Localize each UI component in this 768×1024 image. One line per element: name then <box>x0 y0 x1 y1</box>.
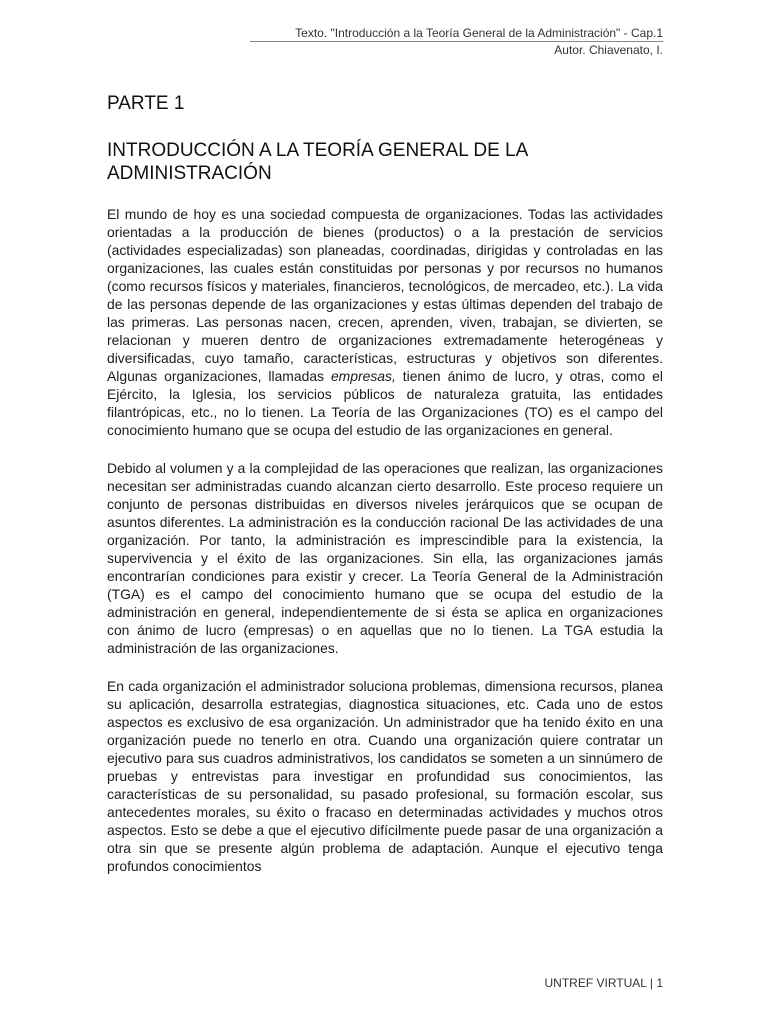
paragraph-1-text-start: El mundo de hoy es una sociedad compuesta de organizaciones. Todas las actividades orientadas a la producción de bienes (productos) o a la prestación de servicios (actividades especializadas) son planeadas, coordinadas, dirigidas y controladas en las organizaciones, las cuales están constituidas por personas y por recursos no humanos (como recursos físicos y materiales, financieros, tecnológicos, de mercadeo, etc.). La vida de las personas depende de las organizaciones y estas últimas dependen del trabajo de las primeras. Las personas nacen, crecen, aprenden, viven, trabajan, se divierten, se relacionan y mueren dentro de organizaciones extremadamente heterogéneas y diversificadas, cuyo tamaño, características, estructuras y objetivos son diferentes. Algunas organizaciones, llamadas <box>107 206 663 384</box>
paragraph-2: Debido al volumen y a la complejidad de las operaciones que realizan, las organizaciones necesitan ser administradas cuando alcanzan cierto desarrollo. Este proceso requiere un conjunto de personas distribuidas en diversos niveles jerárquicos que se ocupan de asuntos diferentes. La administración es la conducción racional De las actividades de una organización. Por tanto, la administración es imprescindible para la existencia, la supervivencia y el éxito de las organizaciones. Sin ella, las organizaciones jamás encontrarían condiciones para existir y crecer. La Teoría General de la Administración (TGA) es el campo del conocimiento humano que se ocupa del estudio de la administración en general, independientemente de si ésta se aplica en organizaciones con ánimo de lucro (empresas) o en aquellas que no lo tienen. La TGA estudia la administración de las organizaciones. <box>107 460 663 656</box>
running-header <box>250 26 663 57</box>
paragraph-3: En cada organización el administrador soluciona problemas, dimensiona recursos, planea su aplicación, desarrolla estrategias, diagnostica situaciones, etc. Cada uno de estos aspectos es exclusivo de esa organización. Un administrador que ha tenido éxito en una organización puede no tenerlo en otra. Cuando una organización quiere contratar un ejecutivo para sus cuadros administrativos, los candidatos se someten a un sinnúmero de pruebas y entrevistas para investigar en profundidad sus conocimientos, las características de su personalidad, su pasado profesional, su formación escolar, sus antecedentes morales, su éxito o fracaso en determinadas actividades y muchos otros aspectos. Esto se debe a que el ejecutivo difícilmente puede pasar de una organización a otra sin que se presente algún problema de adaptación. Aunque el ejecutivo tenga profundos conocimientos <box>107 678 663 874</box>
chapter-title: INTRODUCCIÓN A LA TEORÍA GENERAL DE LA ADMINISTRACIÓN <box>107 140 528 184</box>
paragraph-1 <box>107 205 663 439</box>
emphasis-empresas: empresas, <box>330 368 396 384</box>
paragraph-1-text-end: tienen ánimo de lucro, y otras, como el Ejército, la Iglesia, los servicios públicos de naturaleza gratuita, las entidades filantrópicas, etc., no lo tienen. La Teoría de las Organizaciones (TO) es el campo del conocimiento humano que se ocupa del estudio de las organizaciones en general. <box>107 368 663 438</box>
header-title: Texto. "Introducción a la Teoría General de la Administración" - Cap.1 <box>295 26 663 40</box>
page-footer: UNTREF VIRTUAL | 1 <box>544 976 663 990</box>
part-title: PARTE 1 <box>107 93 185 114</box>
header-author: Autor. Chiavenato, I. <box>554 43 663 57</box>
body-text <box>107 205 663 895</box>
